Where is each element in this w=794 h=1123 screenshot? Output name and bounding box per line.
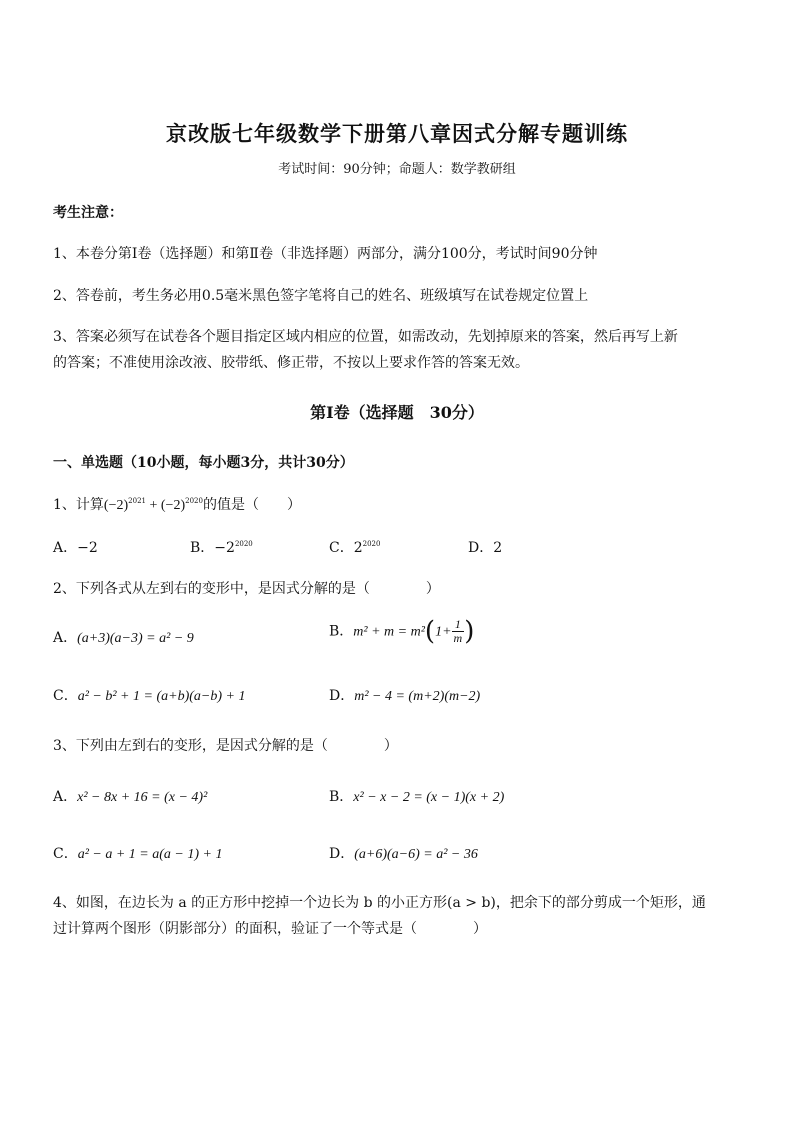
question-3-option-b-label: B． bbox=[329, 789, 354, 805]
question-3-option-d-expr: (a+6)(a−6) = a² − 36 bbox=[354, 847, 478, 862]
question-3-option-b bbox=[329, 786, 504, 806]
question-3-stem: 3、下列由左到右的变形，是因式分解的是（ ） bbox=[53, 738, 398, 754]
notice-item-2: 2、答卷前，考生务必用0.5毫米黑色签字笔将自己的姓名、班级填写在试卷规定位置上 bbox=[53, 288, 589, 304]
question-1-option-c bbox=[329, 537, 380, 557]
question-3-option-d-label: D． bbox=[329, 846, 355, 862]
question-1-option-b-label: B．−2 bbox=[190, 540, 235, 556]
question-1-option-c-exp: 2020 bbox=[362, 540, 381, 548]
left-paren-icon: ( bbox=[424, 616, 436, 647]
question-2-option-b bbox=[329, 618, 474, 645]
question-2-option-a bbox=[53, 627, 194, 647]
question-1-option-a: A．−2 bbox=[53, 540, 98, 556]
question-2-option-d-label: D． bbox=[329, 688, 355, 704]
question-3-option-c-expr: a² − a + 1 = a(a − 1) + 1 bbox=[77, 847, 223, 862]
question-3-option-a-label: A． bbox=[53, 789, 78, 805]
question-3-option-d bbox=[329, 843, 478, 863]
question-4-line-1: 4、如图，在边长为 a 的正方形中挖掉一个边长为 b 的小正方形(a > b)，把余下的部分剪成一个矩形，通 bbox=[53, 895, 706, 911]
question-3-option-b-expr: x² − x − 2 = (x − 1)(x + 2) bbox=[353, 790, 505, 805]
question-3-option-a bbox=[53, 786, 207, 806]
question-1-base-1: (−2) bbox=[103, 498, 129, 513]
question-1-plus: + bbox=[145, 498, 161, 513]
question-2-option-d-expr: m² − 4 = (m+2)(m−2) bbox=[354, 689, 481, 704]
question-1-exp-2: 2020 bbox=[185, 497, 203, 505]
notice-item-3-line-2: 的答案；不准使用涂改液、胶带纸、修正带，不按以上要求作答的答案无效。 bbox=[53, 355, 529, 371]
question-2-option-d bbox=[329, 685, 480, 705]
question-2-stem: 2、下列各式从左到右的变形中，是因式分解的是（ ） bbox=[53, 581, 440, 597]
question-2-option-b-label: B． bbox=[329, 623, 354, 640]
question-3-option-c-label: C． bbox=[53, 846, 78, 862]
question-2-option-a-expr: (a+3)(a−3) = a² − 9 bbox=[77, 631, 194, 646]
question-2-option-b-lhs: m² + m = m² bbox=[353, 624, 425, 640]
page-title: 京改版七年级数学下册第八章因式分解专题训练 bbox=[166, 121, 628, 146]
fraction-numerator: 1 bbox=[452, 618, 465, 632]
notice-heading: 考生注意： bbox=[53, 205, 123, 221]
right-paren-icon: ) bbox=[464, 616, 475, 647]
question-2-option-c bbox=[53, 685, 245, 705]
question-1-base-2: (−2) bbox=[160, 498, 186, 513]
question-1-option-c-label: C．2 bbox=[329, 540, 363, 556]
question-1-option-d: D．2 bbox=[468, 540, 503, 556]
part-heading: 一、单选题（10小题，每小题3分，共计30分） bbox=[53, 455, 354, 471]
question-3-option-c bbox=[53, 843, 222, 863]
notice-item-3-line-1: 3、答案必须写在试卷各个题目指定区域内相应的位置，如需改动，先划掉原来的答案，然后再写上新 bbox=[53, 329, 678, 345]
question-2-option-c-expr: a² − b² + 1 = (a+b)(a−b) + 1 bbox=[77, 689, 246, 704]
question-1 bbox=[53, 494, 301, 514]
question-4-line-2: 过计算两个图形（阴影部分）的面积，验证了一个等式是（ ） bbox=[53, 921, 487, 937]
question-2-option-b-one: 1+ bbox=[435, 624, 452, 640]
question-1-exp-1: 2021 bbox=[128, 497, 146, 505]
question-1-option-b-exp: 2020 bbox=[234, 540, 253, 548]
question-3-option-a-expr: x² − 8x + 16 = (x − 4)² bbox=[77, 790, 208, 805]
question-1-prefix: 1、计算 bbox=[53, 497, 104, 513]
question-2-option-c-label: C． bbox=[53, 688, 78, 704]
question-1-suffix: 的值是（ ） bbox=[202, 497, 301, 513]
section-title: 第Ⅰ卷（选择题 30分） bbox=[310, 403, 484, 422]
question-2-option-b-fraction bbox=[452, 618, 465, 645]
exam-subtitle: 考试时间：90分钟；命题人：数学教研组 bbox=[278, 162, 516, 177]
fraction-denominator: m bbox=[453, 631, 463, 645]
question-2-option-a-label: A． bbox=[53, 630, 78, 646]
notice-item-1: 1、本卷分第Ⅰ卷（选择题）和第Ⅱ卷（非选择题）两部分，满分100分，考试时间90分钟 bbox=[53, 246, 598, 262]
question-1-option-b bbox=[190, 537, 253, 557]
